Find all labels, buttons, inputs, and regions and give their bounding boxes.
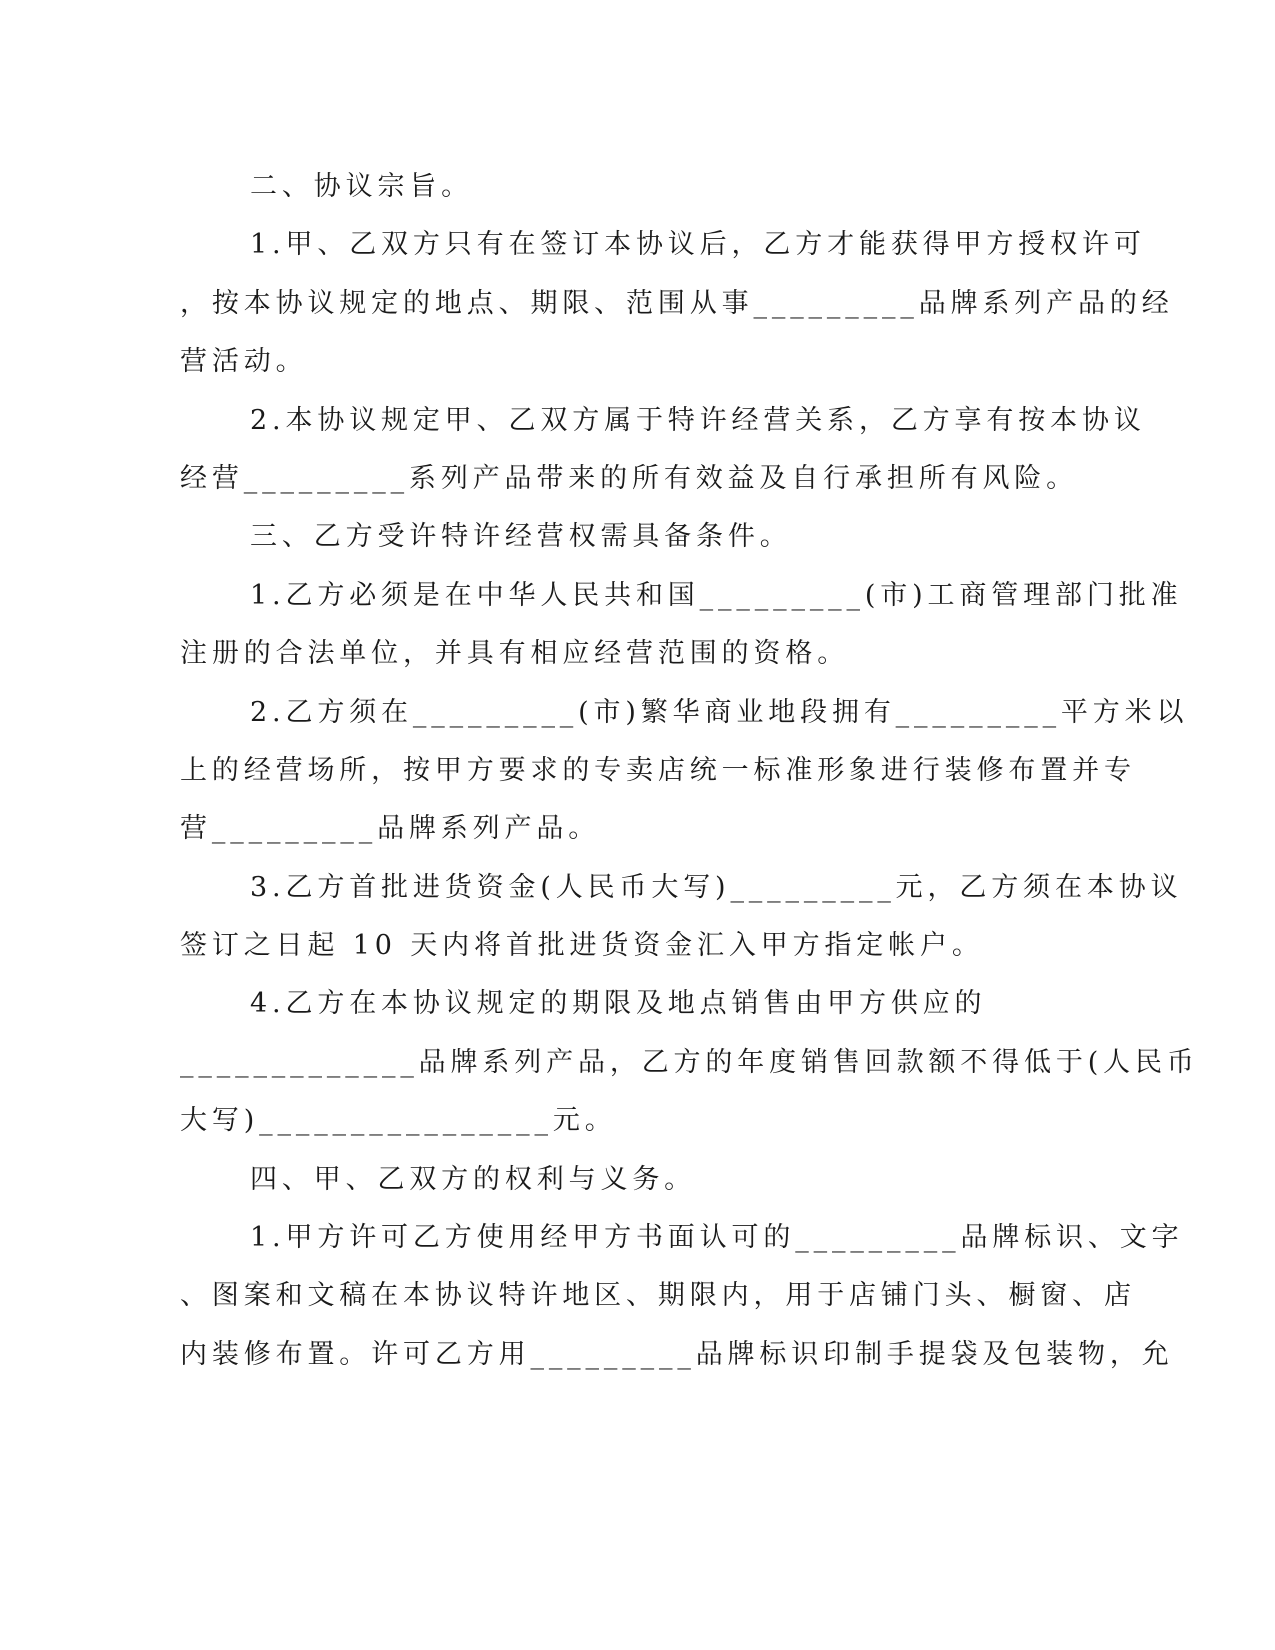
paragraph-line: _____________品牌系列产品，乙方的年度销售回款额不得低于(人民币 (180, 1046, 1199, 1078)
paragraph-line: 1.乙方必须是在中华人民共和国_________(市)工商管理部门批准 (250, 579, 1183, 611)
paragraph-line: 注册的合法单位，并具有相应经营范围的资格。 (180, 638, 850, 670)
paragraph-line: 2.乙方须在_________(市)繁华商业地段拥有_________平方米以 (250, 696, 1189, 728)
paragraph-line: 、图案和文稿在本协议特许地区、期限内，用于店铺门头、橱窗、店 (180, 1280, 1136, 1312)
paragraph-line: 营活动。 (180, 346, 308, 378)
paragraph-line: 4.乙方在本协议规定的期限及地点销售由甲方供应的 (250, 988, 987, 1020)
paragraph-line: 1.甲方许可乙方使用经甲方书面认可的_________品牌标识、文字 (250, 1222, 1184, 1254)
paragraph-line: 签订之日起 10 天内将首批进货资金汇入甲方指定帐户。 (180, 930, 984, 962)
paragraph-line: 大写)________________元。 (180, 1105, 617, 1137)
section-heading-rights: 四、甲、乙双方的权利与义务。 (250, 1163, 697, 1195)
paragraph-line: 上的经营场所，按甲方要求的专卖店统一标准形象进行装修布置并专 (180, 754, 1136, 786)
document-body (180, 158, 1199, 1384)
section-heading-conditions: 三、乙方受许特许经营权需具备条件。 (250, 521, 792, 553)
paragraph-line: 2.本协议规定甲、乙双方属于特许经营关系，乙方享有按本协议 (250, 404, 1146, 436)
paragraph-line: 经营_________系列产品带来的所有效益及自行承担所有风险。 (180, 462, 1079, 494)
paragraph-line: ，按本协议规定的地点、期限、范围从事_________品牌系列产品的经 (180, 287, 1174, 319)
paragraph-line: 3.乙方首批进货资金(人民币大写)_________元，乙方须在本协议 (250, 871, 1183, 903)
paragraph-line: 内装修布置。许可乙方用_________品牌标识印制手提袋及包装物，允 (180, 1338, 1174, 1370)
section-heading-purpose: 二、协议宗旨。 (250, 171, 474, 202)
paragraph-line: 营_________品牌系列产品。 (180, 813, 601, 845)
paragraph-line: 1.甲、乙双方只有在签订本协议后，乙方才能获得甲方授权许可 (250, 229, 1146, 261)
